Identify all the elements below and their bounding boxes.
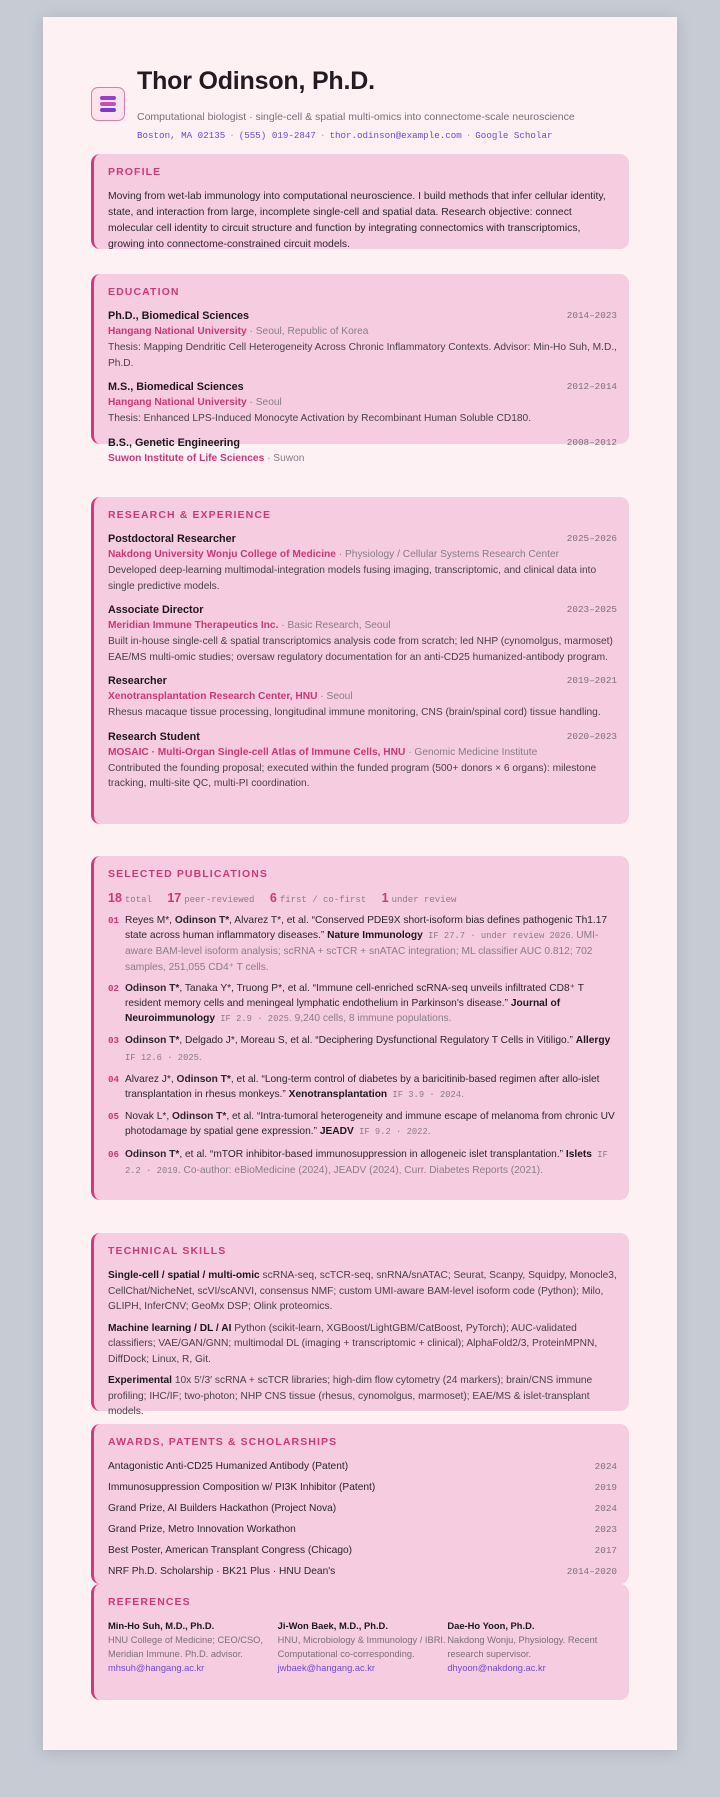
journal-meta: IF 12.6 · 2025	[125, 1052, 199, 1063]
entry-org-line	[108, 745, 617, 761]
separator: ·	[319, 130, 326, 141]
entry-date: 2025–2026	[566, 533, 617, 544]
publication-citation: , et al. “Long-term control of diabetes by a baricitinib-based regimen after allo-islet transplantation in rhesus monkeys.”	[125, 1073, 600, 1101]
separator: ·	[229, 130, 235, 141]
publication-number: 06	[108, 1148, 120, 1160]
journal-meta: IF 3.9 · 2024	[387, 1090, 462, 1101]
journal-meta: IF 2.9 · 2025	[215, 1014, 289, 1025]
reference-item	[278, 1619, 448, 1675]
journal-meta: IF 2.2 · 2019	[125, 1149, 608, 1176]
section-title: PROFILE	[108, 166, 162, 178]
publication-citation: , et al. “Intra-tumoral heterogeneity and immune escape of melanoma from chronic UV photodamage by spatial gene expression.”	[125, 1111, 615, 1138]
awards-section	[91, 1424, 629, 1584]
profile-section	[91, 154, 629, 249]
journal-name: JEADV	[319, 1126, 354, 1138]
stat-count: 18	[108, 891, 122, 905]
entry-description: Thesis: Mapping Dendritic Cell Heterogeneity Across Chronic Inflammatory Contexts. Advisor: Min-Ho Suh, M.D., Ph.D.	[108, 342, 618, 369]
award-item	[108, 1543, 617, 1564]
publication-item	[108, 981, 617, 1028]
reference-email-link[interactable]: dhyoon@nakdong.ac.kr	[447, 1663, 546, 1673]
award-label: Antagonistic Anti-CD25 Humanized Antibody (Patent)	[108, 1461, 349, 1472]
stat-count: 1	[381, 891, 389, 905]
stack-logo-icon	[91, 87, 125, 121]
reference-name: Ji-Won Baek, M.D., Ph.D.	[277, 1620, 388, 1631]
skills-section	[91, 1233, 629, 1417]
award-year: 2017	[594, 1545, 617, 1556]
journal-name: Journal of Neuroimmunology	[125, 998, 561, 1025]
contact-phone[interactable]: (555) 019-2847	[238, 130, 316, 141]
google-scholar-link[interactable]: Google Scholar	[475, 130, 553, 141]
stat-label: peer-reviewed	[184, 895, 255, 905]
entry-date: 2019–2021	[566, 675, 617, 686]
self-author: Odinson T*	[125, 1035, 180, 1047]
entry-description: Thesis: Enhanced LPS-Induced Monocyte Activation by Recombinant Human Soluble CD180.	[108, 413, 532, 424]
skill-group	[108, 1321, 617, 1368]
award-label: Immunosuppression Composition w/ PI3K Inhibitor (Patent)	[108, 1482, 376, 1493]
reference-name: Min-Ho Suh, M.D., Ph.D.	[108, 1620, 215, 1631]
organization-detail: · Physiology / Cellular Systems Research Center	[335, 549, 560, 560]
entry-org-line	[108, 618, 617, 634]
skill-group	[108, 1268, 617, 1315]
publication-number: 01	[108, 915, 120, 926]
journal-name: Islets	[565, 1148, 592, 1160]
section-title: AWARDS, PATENTS & SCHOLARSHIPS	[108, 1436, 338, 1448]
institution-name: Suwon Institute of Life Sciences	[108, 452, 265, 464]
reference-description: HNU College of Medicine; CEO/CSO, Meridian Immune. Ph.D. advisor.	[108, 1635, 264, 1659]
entry-date: 2014–2023	[566, 310, 617, 321]
skill-group	[108, 1373, 617, 1420]
profile-text: Moving from wet-lab immunology into computational neuroscience. I build methods that infer cellular identity, state, and interaction from large, incomplete single-cell and spatial data. Research objective: connect molecular cell identity to circuit structure and function by integrating connectomics with transcriptomics, growing into connectome-constrained circuit models.	[108, 191, 606, 250]
entry-description: Built in-house single-cell & spatial transcriptomics analysis code from scratch; led NHP (cynomolgus, marmoset) EAE/MS multi-omic studies; oversaw regulatory documentation for an anti-CD25 humanized-antibody program.	[108, 636, 613, 663]
award-item	[108, 1522, 617, 1543]
journal-name: Xenotransplantation	[288, 1089, 388, 1101]
publication-note: .	[198, 1051, 202, 1063]
stat-label: first / co-first	[279, 895, 367, 905]
experience-entry	[108, 730, 617, 792]
role-title: Researcher	[108, 675, 167, 687]
publication-number: 02	[108, 982, 120, 994]
journal-meta: IF 27.7 · under review 2026	[422, 931, 571, 942]
section-title: REFERENCES	[108, 1596, 191, 1608]
experience-entry	[108, 532, 617, 594]
degree-title: M.S., Biomedical Sciences	[108, 381, 244, 393]
publications-section	[91, 856, 629, 1200]
organization-name: MOSAIC · Multi-Organ Single-cell Atlas of Immune Cells, HNU	[108, 746, 406, 758]
journal-name: Allergy	[575, 1035, 611, 1047]
entry-date: 2008–2012	[566, 436, 617, 448]
skill-list: Python (scikit-learn, XGBoost/LightGBM/CatBoost, PyTorch); AUC-validated classifiers; VAE/GAN/GNN; multimodal DL (imaging + transcriptomic + clinical); AlphaFold2/3, ProteinMPNN, DiffDock; Linux, R, Git.	[108, 1322, 598, 1365]
experience-section	[91, 497, 629, 824]
resume-page	[43, 17, 677, 1750]
person-name: Thor Odinson, Ph.D.	[137, 67, 375, 95]
publication-citation: , et al. “mTOR inhibitor-based immunosuppression in allogeneic islet transplantation.”	[179, 1148, 566, 1160]
references-list	[108, 1619, 617, 1675]
reference-description: HNU, Microbiology & Immunology / IBRI. Computational co-corresponding.	[277, 1635, 446, 1659]
organization-name: Meridian Immune Therapeutics Inc.	[108, 620, 279, 631]
journal-name: Nature Immunology	[327, 930, 423, 942]
skill-list: scRNA-seq, scTCR-seq, snRNA/snATAC; Seurat, Scanpy, Squidpy, Monocle3, CellChat/NicheNet, scVI/scANVI, consensus NMF; custom UMI-aware BAM-level isoform code (Python); Milo, GLIPH, InferCNV; GeoMx DSP; Olink proteomics.	[108, 1270, 617, 1312]
organization-detail: · Genomic Medicine Institute	[405, 746, 538, 758]
self-author: Odinson T*	[172, 1111, 227, 1123]
role-title: Postdoctoral Researcher	[108, 533, 236, 545]
role-title: Associate Director	[108, 604, 204, 616]
experience-entry	[108, 603, 617, 665]
award-year: 2024	[594, 1461, 617, 1472]
organization-detail: · Basic Research, Seoul	[278, 620, 391, 631]
skill-category: Single-cell / spatial / multi-omic	[108, 1270, 260, 1281]
award-item	[108, 1501, 617, 1522]
entry-date: 2020–2023	[566, 730, 617, 742]
contact-email-link[interactable]: thor.odinson@example.com	[329, 130, 462, 141]
education-entry	[108, 436, 617, 467]
publication-citation: , Alvarez T*, et al. “Conserved PDE9X short-isoform bias defines pathogenic Th1.17 state across human inflammatory diseases.”	[125, 915, 608, 942]
skill-category: Experimental	[108, 1375, 172, 1386]
publication-number: 05	[108, 1111, 120, 1123]
publication-note: .	[461, 1089, 464, 1101]
degree-title: Ph.D., Biomedical Sciences	[108, 310, 250, 322]
reference-item	[447, 1619, 617, 1675]
skill-category: Machine learning / DL / AI	[108, 1322, 232, 1334]
publication-item	[108, 1147, 617, 1179]
resume-header	[91, 67, 629, 165]
publication-note: . 9,240 cells, 8 immune populations.	[288, 1013, 452, 1025]
organization-name: Xenotransplantation Research Center, HNU	[108, 691, 318, 702]
publication-stats	[108, 891, 617, 905]
institution-location: · Suwon	[264, 452, 305, 464]
award-label: Grand Prize, AI Builders Hackathon (Project Nova)	[108, 1503, 337, 1514]
entry-description: Rhesus macaque tissue processing, longitudinal immune monitoring, CNS (brain/spinal cord) tissue handling.	[108, 707, 601, 718]
self-author: Odinson T*	[125, 1148, 180, 1160]
education-entry	[108, 309, 617, 371]
entry-org-line	[108, 689, 617, 705]
skill-list: 10x 5′/3′ scRNA + scTCR libraries; high-dim flow cytometry (24 markers); brain/CNS immune profiling; IHC/IF; two-photon; NHP CNS tissue (rhesus, cynomolgus, marmoset); EAE/MS & islet-transplant models.	[108, 1375, 593, 1417]
reference-name: Dae-Ho Yoon, Ph.D.	[447, 1620, 535, 1631]
organization-detail: · Seoul	[317, 691, 353, 702]
publication-item	[108, 913, 617, 975]
stat-count: 17	[167, 891, 182, 905]
section-title: RESEARCH & EXPERIENCE	[108, 509, 272, 521]
authors-before: Reyes M*,	[125, 915, 175, 926]
stat-label: total	[124, 895, 152, 905]
self-author: Odinson T*	[176, 1073, 231, 1085]
reference-email-link[interactable]: jwbaek@hangang.ac.kr	[277, 1663, 375, 1673]
entry-org-line	[108, 547, 617, 563]
award-item	[108, 1564, 617, 1585]
reference-email-link[interactable]: mhsuh@hangang.ac.kr	[108, 1663, 205, 1673]
reference-item	[108, 1619, 278, 1675]
references-section	[91, 1584, 629, 1700]
publication-note: .	[427, 1126, 431, 1138]
self-author: Odinson T*	[174, 915, 230, 926]
stat-count: 6	[269, 891, 277, 905]
education-entry	[108, 380, 617, 427]
entry-description: Developed deep-learning multimodal-integration models fusing imaging, transcriptomic, and clinical data into single predictive models.	[108, 565, 597, 592]
institution-location: · Seoul, Republic of Korea	[246, 326, 369, 337]
publication-citation: , Delgado J*, Moreau S, et al. “Deciphering Dysfunctional Regulatory T Cells in Vitiligo.”	[179, 1035, 576, 1047]
reference-description: Nakdong Wonju, Physiology. Recent research supervisor.	[447, 1635, 598, 1659]
entry-org-line	[108, 324, 617, 340]
award-year: 2024	[594, 1503, 617, 1514]
publication-item	[108, 1072, 617, 1103]
role-title: Research Student	[108, 730, 200, 743]
award-item	[108, 1459, 617, 1480]
section-title: TECHNICAL SKILLS	[108, 1245, 227, 1257]
authors-before: Alvarez J*,	[125, 1073, 177, 1085]
section-title: SELECTED PUBLICATIONS	[108, 868, 268, 880]
separator: ·	[465, 130, 472, 141]
degree-title: B.S., Genetic Engineering	[108, 436, 240, 449]
award-year: 2019	[594, 1482, 617, 1493]
publication-number: 04	[108, 1073, 120, 1085]
organization-name: Nakdong University Wonju College of Medicine	[108, 549, 336, 560]
tagline: Computational biologist · single-cell & spatial multi-omics into connectome-scale neuroscience	[137, 111, 575, 123]
award-item	[108, 1480, 617, 1501]
experience-entry	[108, 674, 617, 721]
award-label: Grand Prize, Metro Innovation Workathon	[108, 1524, 296, 1535]
award-year: 2014–2020	[566, 1566, 617, 1577]
contact-line	[137, 130, 553, 141]
publication-note: . Co-author: eBioMedicine (2024), JEADV (2024), Curr. Diabetes Reports (2021).	[177, 1164, 544, 1176]
publication-item	[108, 1109, 617, 1140]
entry-org-line	[108, 395, 617, 411]
institution-location: · Seoul	[246, 397, 282, 408]
section-title: EDUCATION	[108, 286, 180, 298]
contact-location: Boston, MA 02135	[137, 130, 226, 141]
award-label: Best Poster, American Transplant Congress (Chicago)	[108, 1545, 353, 1556]
education-section	[91, 274, 629, 464]
publication-item	[108, 1033, 617, 1065]
entry-date: 2023–2025	[566, 604, 617, 615]
institution-name: Hangang National University	[108, 326, 247, 337]
award-year: 2023	[594, 1524, 617, 1535]
publication-citation: , Tanaka Y*, Truong P*, et al. “Immune cell-enriched scRNA-seq unveils infiltrated CD8⁺ T resident memory cells and meningeal lymphatic endothelium in Parkinson's disease.”	[125, 982, 584, 1010]
entry-description: Contributed the founding proposal; executed within the funded program (500+ donors × 6 organs): milestone tracking, multi-site QC, multi-PI coordination.	[108, 762, 597, 789]
journal-meta: IF 9.2 · 2022	[353, 1127, 428, 1138]
entry-org-line	[108, 451, 617, 467]
institution-name: Hangang National University	[108, 397, 247, 408]
entry-date: 2012–2014	[566, 381, 617, 392]
publication-note: . UMI-aware BAM-level isoform analysis; scRNA + scTCR + snATAC integration; ML classifier AUC 0.812; 702 samples, 251,055 CD4⁺ T cells.	[125, 930, 599, 973]
self-author: Odinson T*	[125, 982, 180, 994]
stat-label: under review	[391, 895, 457, 905]
award-label: NRF Ph.D. Scholarship · BK21 Plus · HNU Dean's	[108, 1566, 336, 1577]
authors-before: Novak L*,	[125, 1111, 172, 1123]
publication-number: 03	[108, 1035, 120, 1047]
